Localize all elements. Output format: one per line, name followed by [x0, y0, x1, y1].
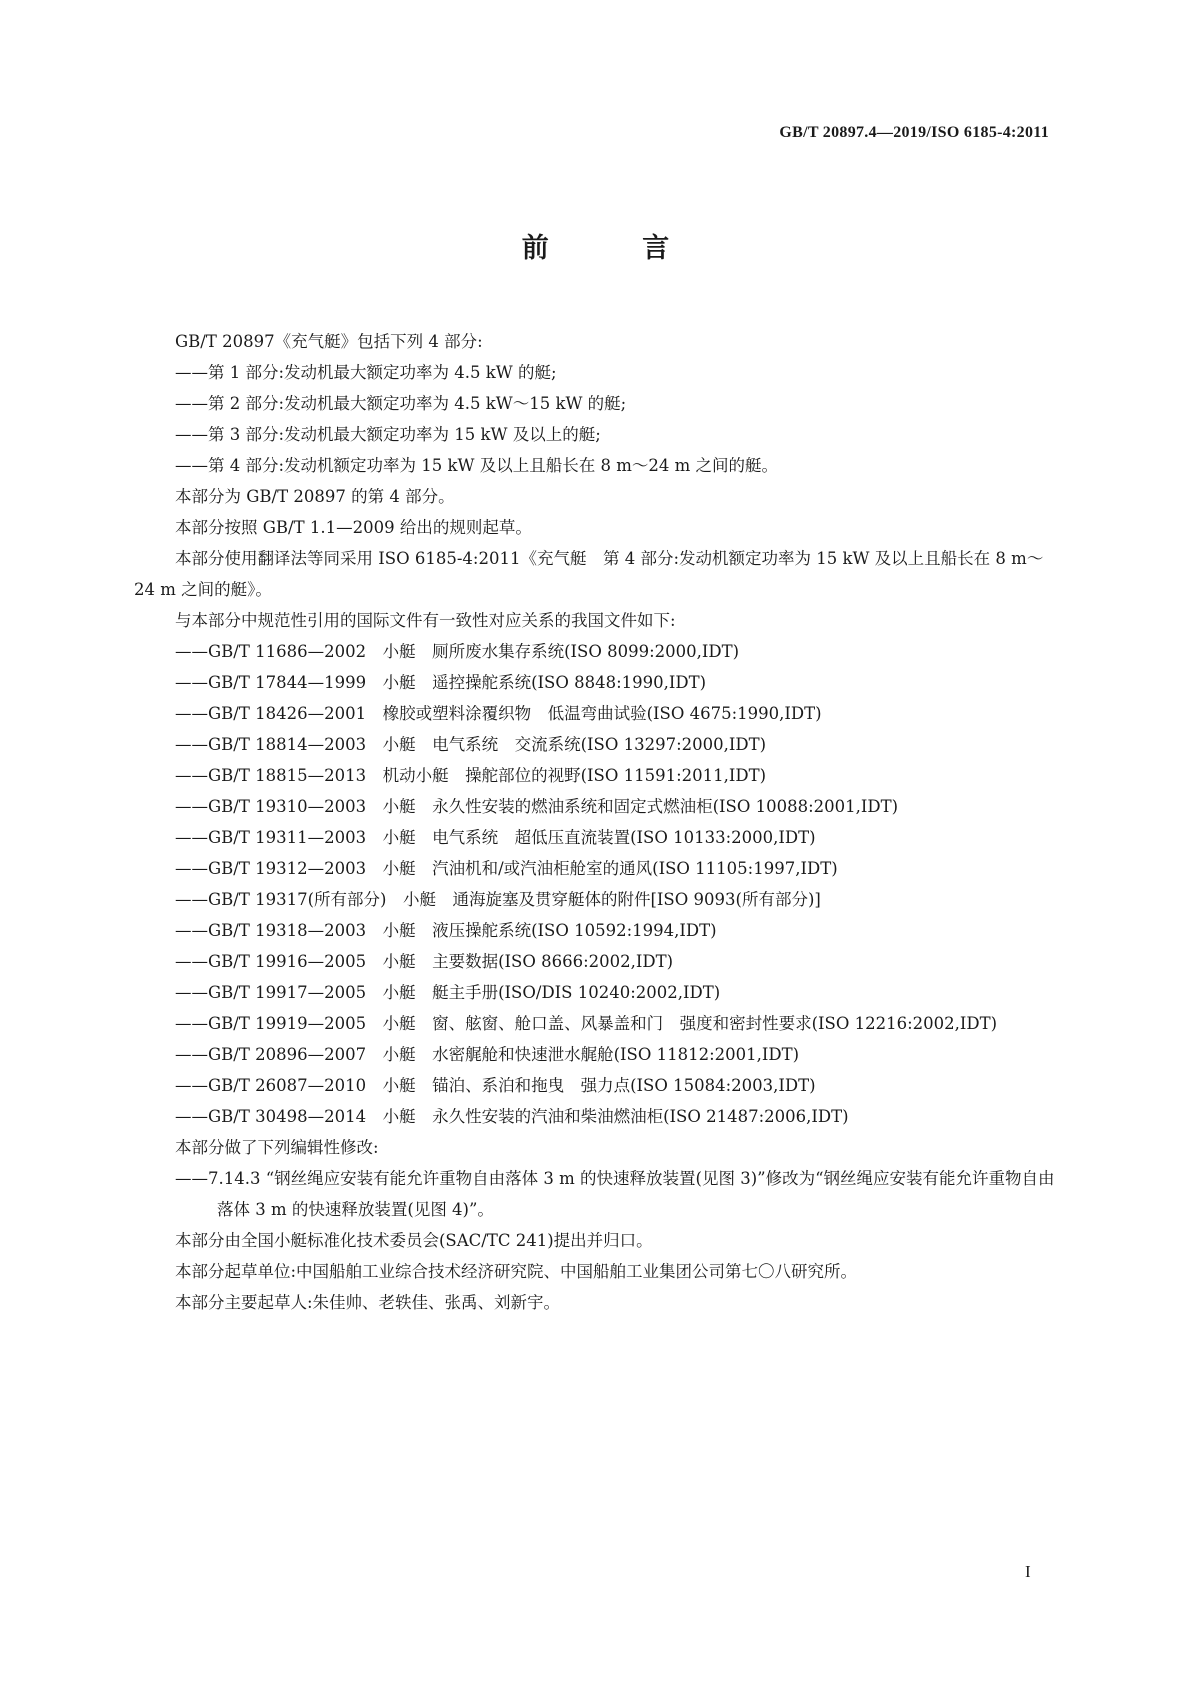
page-title: 前 言 [521, 233, 712, 264]
reference-item: ——GB/T 19318—2003 小艇 液压操舵系统(ISO 10592:1994,IDT) [175, 921, 717, 940]
edit-item: ——7.14.3 “钢丝绳应安装有能允许重物自由落体 3 m 的快速释放装置(见图 3)”修改为“钢丝绳应安装有能允许重物自由落体 3 m 的快速释放装置(见图 4)”。 [175, 1169, 1055, 1219]
paragraph: GB/T 20897《充气艇》包括下列 4 部分: [175, 332, 483, 351]
list-item: ——第 2 部分:发动机最大额定功率为 4.5 kW～15 kW 的艇; [175, 394, 627, 413]
list-item: ——第 4 部分:发动机额定功率为 15 kW 及以上且船长在 8 m～24 m 之间的艇。 [175, 456, 778, 475]
reference-item: ——GB/T 19311—2003 小艇 电气系统 超低压直流装置(ISO 10133:2000,IDT) [175, 828, 816, 847]
reference-item: ——GB/T 18426—2001 橡胶或塑料涂覆织物 低温弯曲试验(ISO 4675:1990,IDT) [175, 704, 822, 723]
standard-code-header: GB/T 20897.4—2019/ISO 6185-4:2011 [779, 124, 1049, 141]
paragraph: 本部分为 GB/T 20897 的第 4 部分。 [175, 487, 455, 506]
reference-item: ——GB/T 19317(所有部分) 小艇 通海旋塞及贯穿艇体的附件[ISO 9093(所有部分)] [175, 890, 821, 909]
paragraph: 本部分主要起草人:朱佳帅、老轶佳、张禹、刘新宇。 [175, 1293, 561, 1312]
reference-item: ——GB/T 19312—2003 小艇 汽油机和/或汽油柜舱室的通风(ISO 11105:1997,IDT) [175, 859, 838, 878]
reference-item: ——GB/T 19919—2005 小艇 窗、舷窗、舱口盖、风暴盖和门 强度和密封性要求(ISO 12216:2002,IDT) [175, 1014, 998, 1033]
reference-item: ——GB/T 30498—2014 小艇 永久性安装的汽油和柴油燃油柜(ISO 21487:2006,IDT) [175, 1107, 849, 1126]
reference-item: ——GB/T 19310—2003 小艇 永久性安装的燃油系统和固定式燃油柜(ISO 10088:2001,IDT) [175, 797, 899, 816]
paragraph: 本部分由全国小艇标准化技术委员会(SAC/TC 241)提出并归口。 [175, 1231, 653, 1250]
page-number: I [1025, 1562, 1031, 1581]
list-item: ——第 1 部分:发动机最大额定功率为 4.5 kW 的艇; [175, 363, 557, 382]
edits-intro: 本部分做了下列编辑性修改: [175, 1138, 379, 1157]
document-body [134, 326, 1058, 1318]
reference-item: ——GB/T 19917—2005 小艇 艇主手册(ISO/DIS 10240:2002,IDT) [175, 983, 721, 1002]
list-item: ——第 3 部分:发动机最大额定功率为 15 kW 及以上的艇; [175, 425, 601, 444]
reference-item: ——GB/T 19916—2005 小艇 主要数据(ISO 8666:2002,IDT) [175, 952, 674, 971]
paragraph: 本部分起草单位:中国船舶工业综合技术经济研究院、中国船舶工业集团公司第七〇八研究所。 [175, 1262, 858, 1281]
reference-item: ——GB/T 18815—2013 机动小艇 操舵部位的视野(ISO 11591:2011,IDT) [175, 766, 767, 785]
reference-item: ——GB/T 20896—2007 小艇 水密艉舱和快速泄水艉舱(ISO 11812:2001,IDT) [175, 1045, 800, 1064]
reference-item: ——GB/T 18814—2003 小艇 电气系统 交流系统(ISO 13297:2000,IDT) [175, 735, 767, 754]
paragraph: 本部分按照 GB/T 1.1—2009 给出的规则起草。 [175, 518, 532, 537]
reference-item: ——GB/T 17844—1999 小艇 遥控操舵系统(ISO 8848:1990,IDT) [175, 673, 707, 692]
references-intro: 与本部分中规范性引用的国际文件有一致性对应关系的我国文件如下: [175, 611, 676, 630]
reference-item: ——GB/T 26087—2010 小艇 锚泊、系泊和拖曳 强力点(ISO 15084:2003,IDT) [175, 1076, 816, 1095]
reference-item: ——GB/T 11686—2002 小艇 厕所废水集存系统(ISO 8099:2000,IDT) [175, 642, 740, 661]
translation-paragraph: 本部分使用翻译法等同采用 ISO 6185-4:2011《充气艇 第 4 部分:发动机额定功率为 15 kW 及以上且船长在 8 m～24 m 之间的艇》。 [134, 549, 1044, 599]
